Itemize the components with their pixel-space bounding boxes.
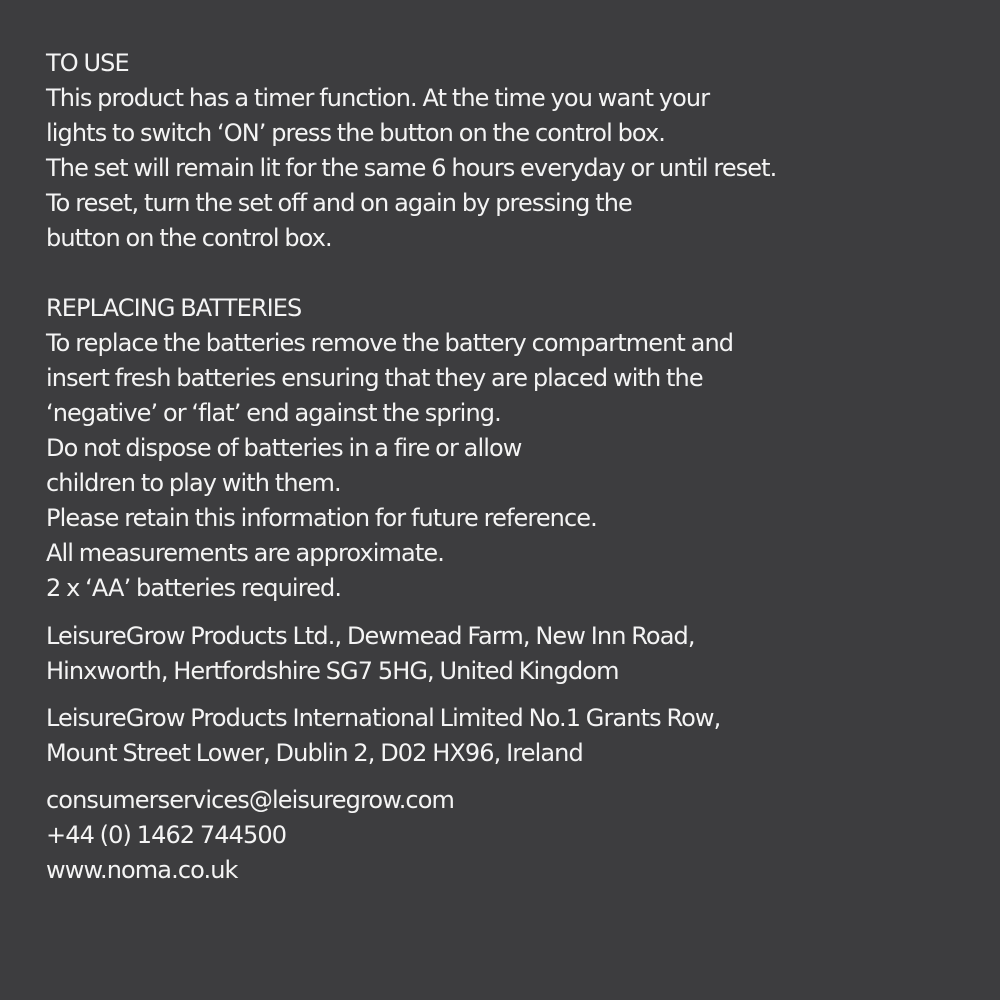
section-spacer — [46, 689, 986, 701]
replacing-batteries-section — [46, 291, 986, 606]
battery-instruction-line: All measurements are approximate. — [46, 539, 444, 567]
battery-instruction-line: 2 x ‘AA’ batteries required. — [46, 574, 342, 602]
ireland-address — [46, 701, 986, 771]
contact-website: www.noma.co.uk — [46, 856, 238, 884]
to-use-line: The set will remain lit for the same 6 hours everyday or until reset. — [46, 154, 777, 182]
uk-address-line: LeisureGrow Products Ltd., Dewmead Farm, New Inn Road, — [46, 622, 695, 650]
to-use-section — [46, 46, 986, 256]
section-spacer — [46, 256, 986, 291]
contact-email: consumerservices@leisuregrow.com — [46, 786, 454, 814]
contact-details — [46, 783, 986, 888]
section-spacer — [46, 771, 986, 783]
to-use-line: To reset, turn the set off and on again by pressing the — [46, 189, 632, 217]
to-use-line: This product has a timer function. At the time you want your — [46, 84, 710, 112]
battery-instruction-line: To replace the batteries remove the battery compartment and — [46, 329, 734, 357]
to-use-line: button on the control box. — [46, 224, 332, 252]
ireland-address-line: Mount Street Lower, Dublin 2, D02 HX96, Ireland — [46, 739, 583, 767]
contact-phone: +44 (0) 1462 744500 — [46, 821, 287, 849]
battery-instruction-line: children to play with them. — [46, 469, 341, 497]
to-use-line: lights to switch ‘ON’ press the button on the control box. — [46, 119, 665, 147]
replacing-batteries-heading: REPLACING BATTERIES — [46, 294, 302, 322]
to-use-heading: TO USE — [46, 49, 129, 77]
uk-address-line: Hinxworth, Hertfordshire SG7 5HG, United Kingdom — [46, 657, 619, 685]
uk-address — [46, 619, 986, 689]
section-spacer — [46, 606, 986, 619]
battery-instruction-line: insert fresh batteries ensuring that they are placed with the — [46, 364, 703, 392]
instruction-document — [46, 46, 986, 888]
battery-instruction-line: Please retain this information for future reference. — [46, 504, 597, 532]
battery-instruction-line: ‘negative’ or ‘flat’ end against the spring. — [46, 399, 501, 427]
ireland-address-line: LeisureGrow Products International Limited No.1 Grants Row, — [46, 704, 721, 732]
battery-instruction-line: Do not dispose of batteries in a fire or allow — [46, 434, 522, 462]
